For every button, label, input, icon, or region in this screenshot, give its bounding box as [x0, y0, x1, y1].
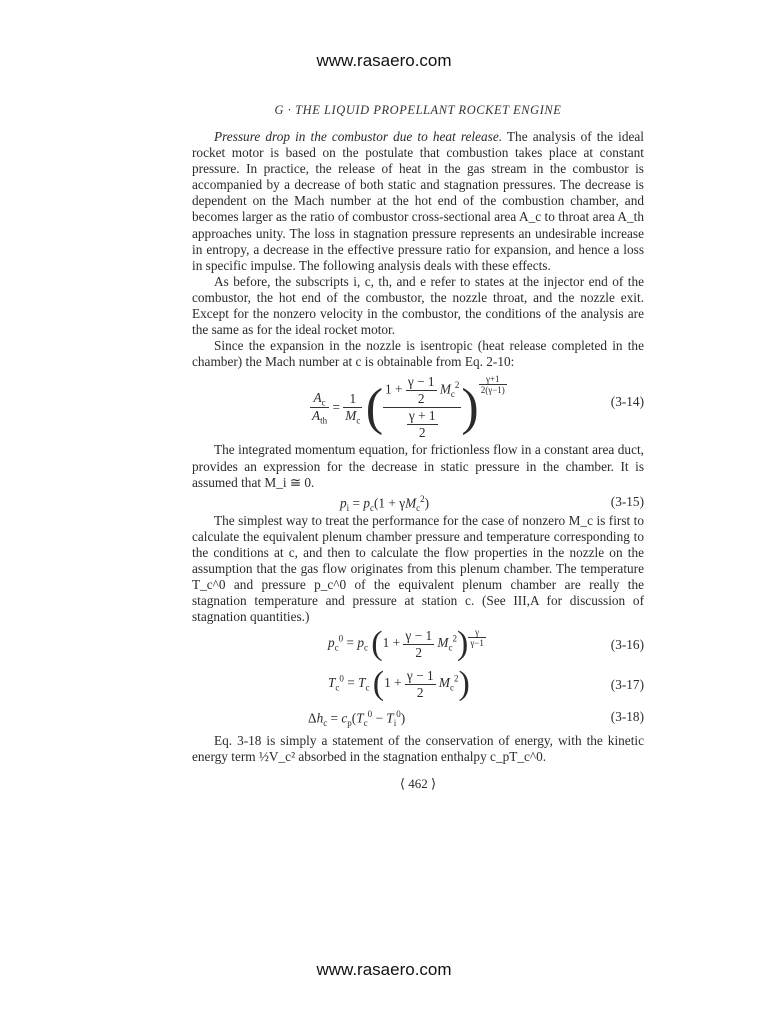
paragraph-1 [192, 129, 644, 274]
equation-number: (3-14) [610, 394, 644, 410]
equation-3-14: $\frac{A_c}{A_{th}}$ = $\frac{1}{M_c}$ ( 1 + $\frac{\gamma - 1}{2}$ $M_c^2$ $\frac{\gamma + 1}{2}$ ) $^{\frac{\gamma+1}{2(\gamma-1)}}$ (3-14) [312, 374, 644, 441]
equation-3-18: $\Delta h_c = c_p(T_c^0 - T_i^0)$ (3-18) [308, 709, 644, 729]
equation-3-17: $T_c^0 = T_c$ (1 + $\frac{\gamma - 1}{2}$ $M_c^2$) (3-17) [328, 665, 644, 703]
equation-number: (3-17) [610, 677, 644, 693]
paragraph-3: Since the expansion in the nozzle is isentropic (heat release completed in the chamber) the Mach number at c is obtainable from Eq. 2-10: [192, 338, 644, 370]
running-head: G · THE LIQUID PROPELLANT ROCKET ENGINE [274, 103, 562, 117]
paragraph-2: As before, the subscripts i, c, th, and e refer to states at the injector end of the combustor, the hot end of the combustor, the nozzle throat, and the nozzle exit. Except for the nonzero velocity in the combustor, the conditions of the analysis are the same as for the ideal rocket motor. [192, 273, 644, 338]
page-number: ⟨ 462 ⟩ [399, 775, 437, 791]
paragraph-5: The simplest way to treat the performance for the case of nonzero M_c is first to calculate the equivalent plenum chamber pressure and temperature corresponding to the conditions at c, and then to calculate the flow properties in the nozzle on the assumption that the gas flow originates from this plenum chamber. The temperature T_c^0 and pressure p_c^0 of the equivalent plenum chamber are really the stagnation temperature and pressure at station c. (See III,A for discussion of stagnation quantities.) [192, 512, 644, 625]
paragraph-1-lead: Pressure drop in the combustor due to heat release. [214, 129, 503, 144]
equation-3-15: $p_i = p_c(1 + \gamma M_c^2)$ (3-15) [340, 493, 644, 513]
paragraph-4: The integrated momentum equation, for frictionless flow in a constant area duct, provides an expression for the decrease in static pressure in the chamber. It is assumed that M_i ≅ 0. [192, 442, 644, 490]
watermark-top: www.rasaero.com [316, 51, 452, 70]
book-page [192, 103, 644, 792]
paragraph-6: Eq. 3-18 is simply a statement of the conservation of energy, with the kinetic energy term ½V_c² absorbed in the stagnation enthalpy c_pT_c^0. [192, 733, 644, 765]
paragraph-1-text: The analysis of the ideal rocket motor is based on the postulate that combustion takes place at constant pressure. In practice, the release of heat in the gas stream in the combustor is accompanied by a decrease of both static and stagnation pressures. The decrease is dependent on the Mach number at the hot end of the combustion chamber, and becomes larger as the ratio of combustor cross-sectional area A_c to throat area A_th approaches unity. The loss in stagnation pressure represents an undesirable increase in entropy, a decrease in the effective pressure ratio for expansion, and hence a loss in specific impulse. The following analysis deals with these effects. [192, 129, 644, 273]
equation-number: (3-15) [610, 493, 644, 509]
watermark-bottom: www.rasaero.com [316, 960, 452, 979]
equation-number: (3-18) [610, 709, 644, 725]
equation-3-16: $p_c^0 = p_c$ (1 + $\frac{\gamma - 1}{2}$ $M_c^2$) $^{\frac{\gamma}{\gamma-1}}$ (3-16) [328, 625, 644, 663]
equation-number: (3-16) [610, 637, 644, 653]
